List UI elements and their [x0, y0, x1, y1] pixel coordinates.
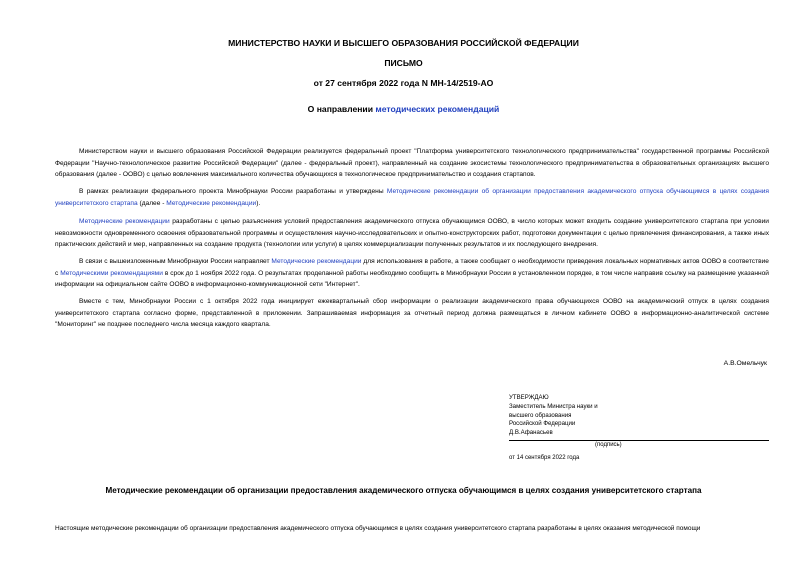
paragraph-4 — [55, 256, 769, 291]
signature-line — [509, 440, 769, 441]
recommendations-first-line: Настоящие методические рекомендации об организации предоставления академического отпуска обучающимся в целях создания университетского стартапа разработаны в целях оказания методической помощи — [55, 525, 701, 532]
doc-subject — [0, 104, 807, 114]
paragraph-5 — [55, 296, 769, 331]
paragraph-3 — [55, 216, 769, 251]
ministry-heading: МИНИСТЕРСТВО НАУКИ И ВЫСШЕГО ОБРАЗОВАНИЯ РОССИЙСКОЙ ФЕДЕРАЦИИ — [228, 38, 579, 48]
paragraph-2-text-b: (далее - — [137, 199, 167, 207]
approval-line-3: высшего образования — [509, 411, 572, 419]
doc-type-heading: ПИСЬМО — [384, 58, 423, 68]
paragraph-4-text-c: в срок до 1 ноября 2022 года. О результатах проделанной работы необходимо сообщить в Минобрнауки России в установленном порядке, в том числе направив ссылку на размещение указанной информации на официальном сайте ООВО в информационно-коммуникационной сети "Интернет". — [55, 269, 769, 288]
approval-line-5: Д.В.Афанасьев — [509, 429, 553, 437]
signature-caption: (подпись) — [595, 442, 622, 448]
guidelines-link[interactable]: Методические рекомендации об организации предоставления академического отпуска обучающимся в целях создания университетского стартапа — [55, 188, 769, 207]
recommendations-title: Методические рекомендации об организации предоставления академического отпуска обучающимся в целях создания университетского стартапа — [105, 486, 702, 495]
paragraph-4-text-a: В связи с вышеизложенным Минобрнауки России направляет — [79, 258, 272, 265]
subject-prefix: О направлении — [307, 104, 376, 114]
guidelines-link-p4b[interactable]: Методическими рекомендациями — [60, 269, 163, 277]
doc-date-number: от 27 сентября 2022 года N МН-14/2519-АО — [313, 78, 494, 88]
guidelines-short-link[interactable]: Методические рекомендации — [166, 199, 257, 207]
paragraph-2-text-c: ). — [256, 199, 261, 207]
guidelines-link-p3[interactable]: Методические рекомендации — [79, 218, 170, 225]
paragraph-1-text: Министерством науки и высшего образования Российской Федерации реализуется федеральный проект "Платформа университетского технологического предпринимательства" государственной программы Российской Федерации "Научно-технологическое развитие Российской Федерации" (далее - федеральный проект), направленный на создание экосистемы технологического предпринимательства в образовательных организациях высшего образования (далее - ООВО) с целью вовлечения максимального количества обучающихся в технологическое предпринимательство и создания стартапов. — [55, 148, 769, 178]
approval-line-1: УТВЕРЖДАЮ — [509, 394, 549, 401]
paragraph-3-text: разработаны с целью разъяснения условий предоставления академического отпуска обучающимся ООВО, в число которых может входить создание университетского стартапа при условии невозможности одновременного освоения образовательной программы и осуществления научно-исследовательских и опытно-конструкторских работ, подготовки документации с целью привлечения финансирования, а также иных практических действий и мер, направленных на создание продукта (технологии или услуги) в целях коммерциализации полученных результатов и их последующего внедрения. — [55, 218, 769, 248]
approval-date: от 14 сентября 2022 года — [509, 455, 580, 461]
paragraph-1 — [55, 146, 769, 181]
guidelines-link-p4[interactable]: Методические рекомендации — [271, 258, 362, 265]
paragraph-5-text: Вместе с тем, Минобрнауки России с 1 октября 2022 года инициирует ежеквартальный сбор информации о реализации академического права обучающихся ООВО на академический отпуск в целях создания университетского стартапа согласно форме, представленной в приложении. Запрашиваемая информация за отчетный период должна размещаться в личном кабинете ООВО в информационно-аналитической системе "Мониторинг" не позднее последнего числа месяца каждого квартала. — [55, 298, 769, 328]
paragraph-2-text-a: В рамках реализации федерального проекта Минобрнауки России разработаны и утверждены — [79, 188, 387, 195]
approval-line-2: Заместитель Министра науки и — [509, 402, 598, 410]
subject-link[interactable]: методических рекомендаций — [375, 104, 500, 114]
paragraph-4-text-b: для использования в работе, а также сообщает о необходимости приведения локальных нормативных актов ООВО в соответствие с — [55, 258, 769, 277]
paragraph-2 — [55, 186, 769, 209]
signature: А.В.Омельчук — [723, 360, 767, 367]
approval-block — [509, 394, 598, 438]
approval-line-4: Российской Федерации — [509, 420, 576, 428]
